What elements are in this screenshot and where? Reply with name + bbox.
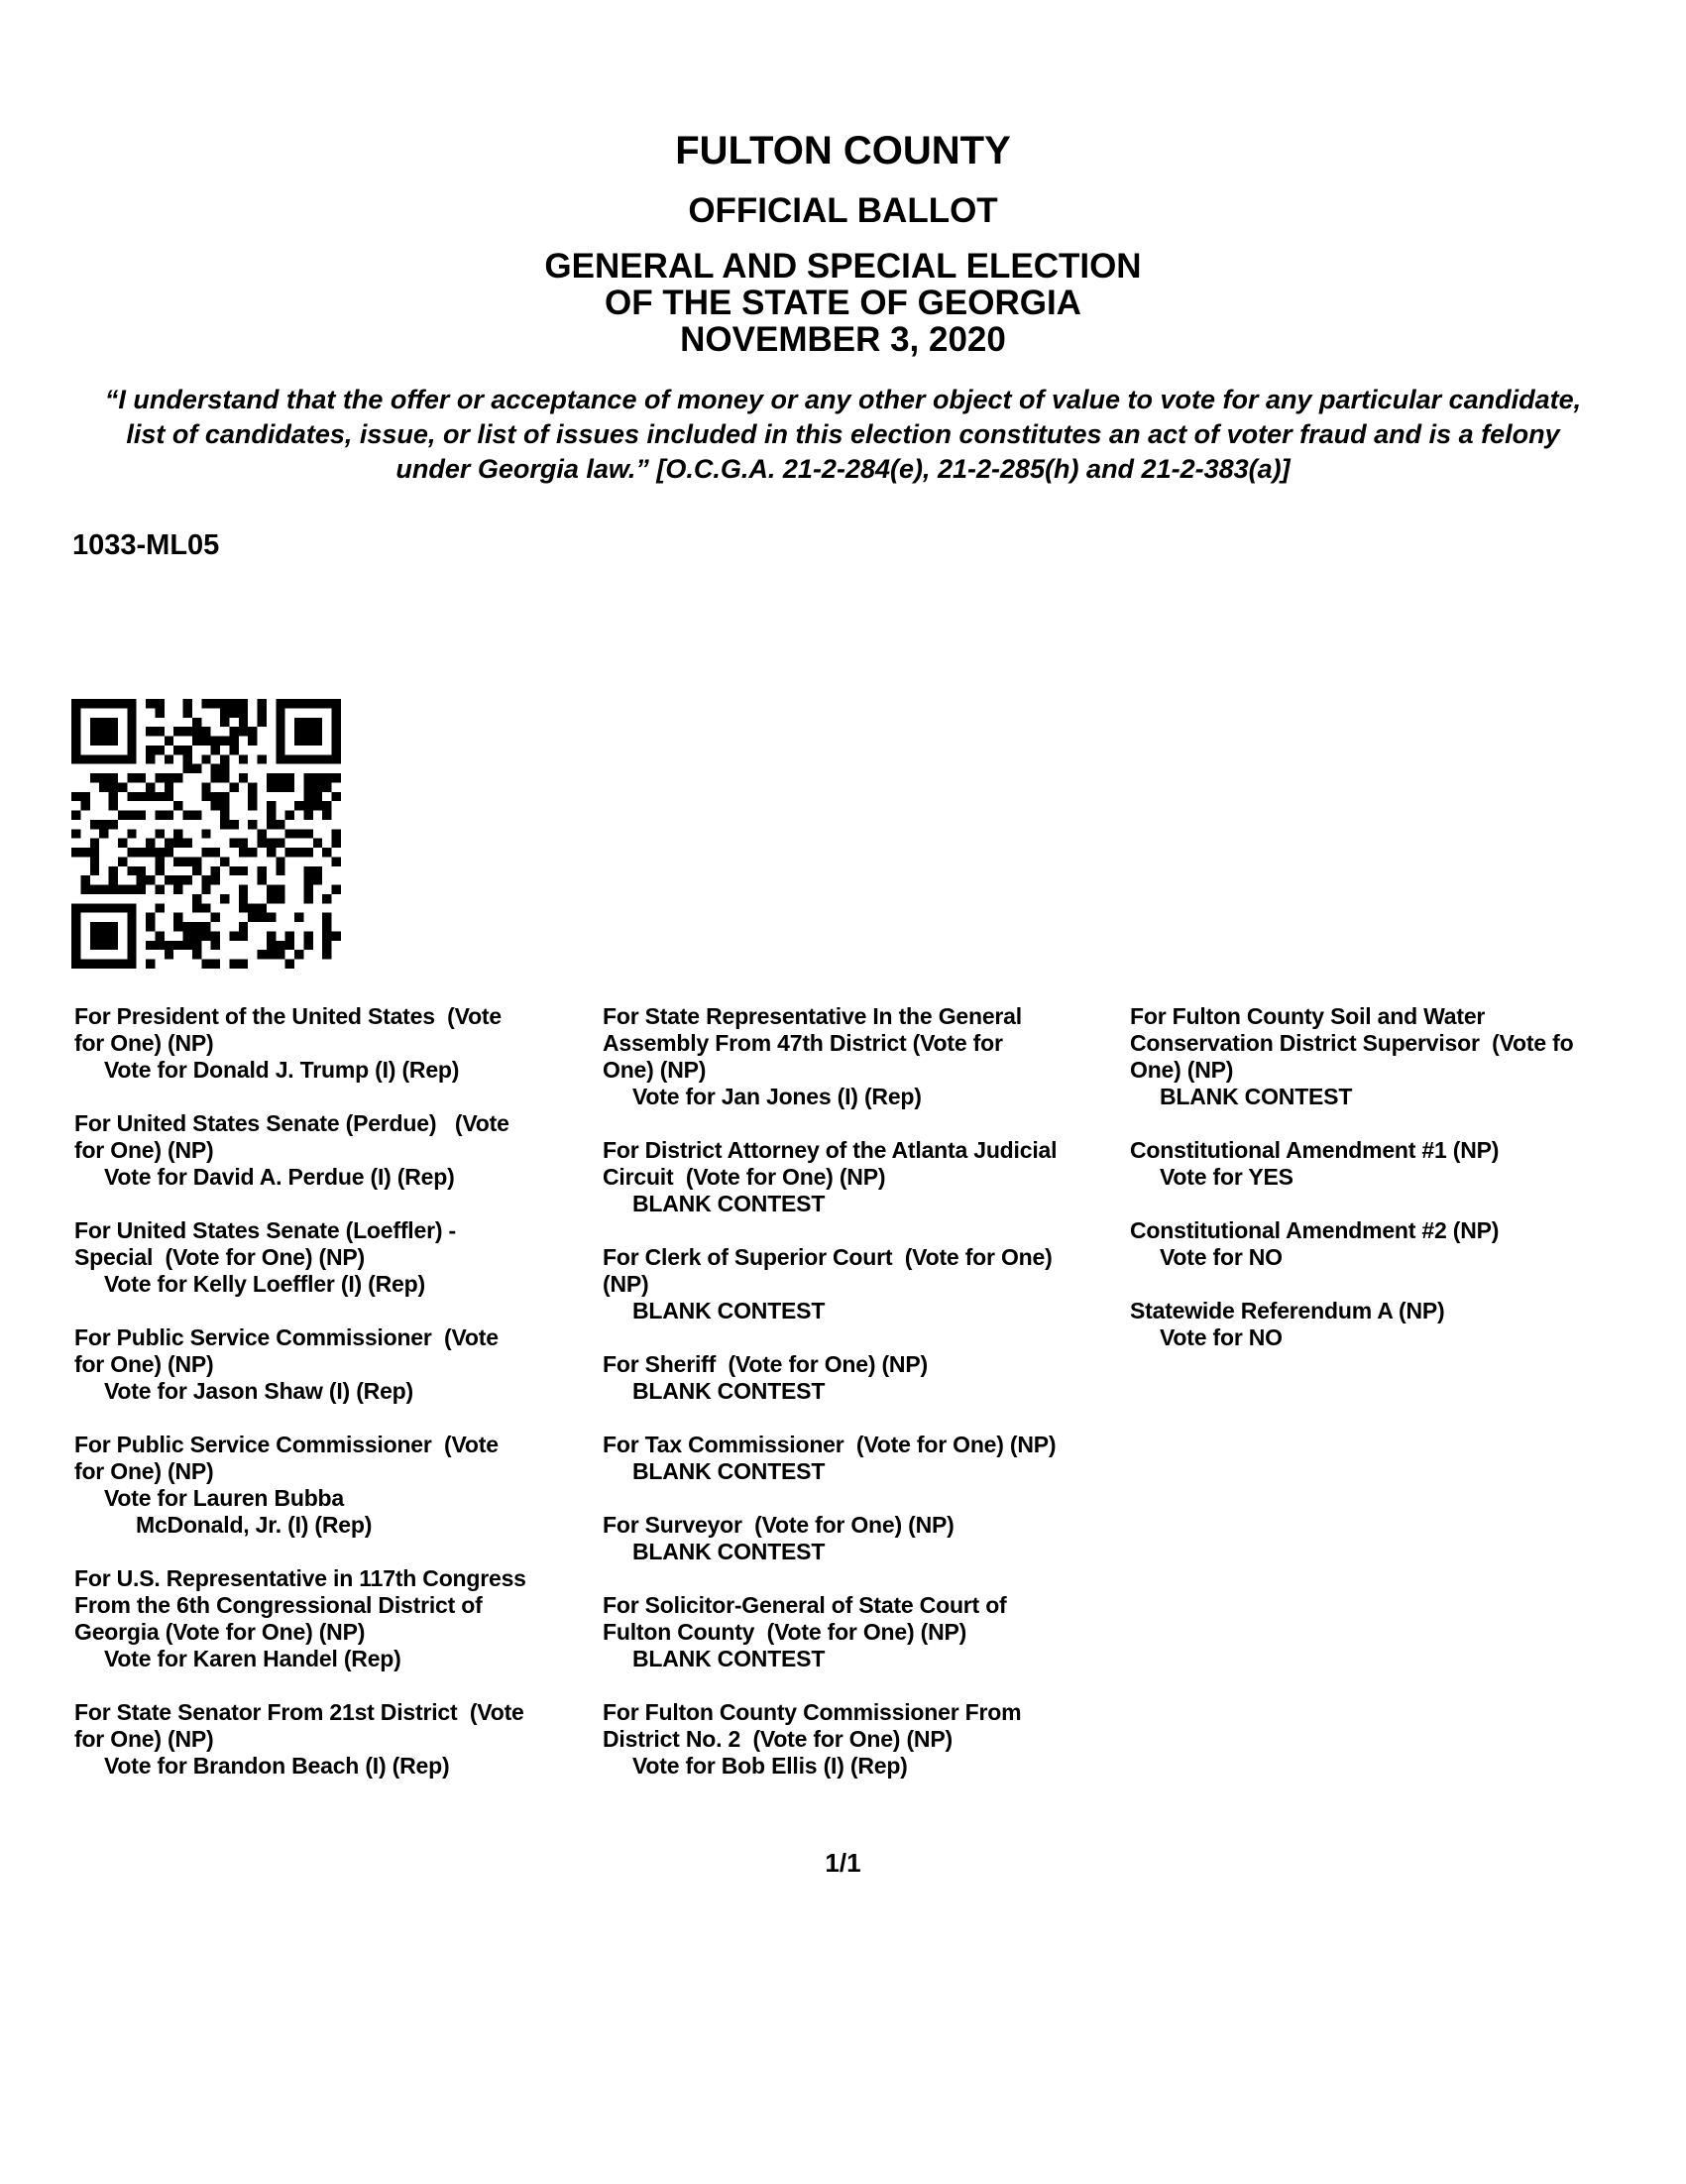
contest-title-line: for One) (NP) — [74, 1351, 214, 1377]
contest-title-line: Statewide Referendum A (NP) — [1130, 1298, 1445, 1323]
contest-selection-line: McDonald, Jr. (I) (Rep) — [136, 1512, 373, 1538]
contest-title-line: for One) (NP) — [74, 1137, 214, 1163]
contest-selection-line: Vote for Brandon Beach (I) (Rep) — [104, 1753, 450, 1779]
contest-title-line: For Fulton County Soil and Water — [1130, 1003, 1486, 1029]
contest — [74, 1110, 610, 1191]
page-indicator: 1/1 — [825, 1848, 861, 1878]
ballot-column — [74, 1003, 610, 1780]
contest-title-line: Constitutional Amendment #1 (NP) — [1130, 1137, 1500, 1163]
contest-selection-line: Vote for NO — [1160, 1244, 1283, 1270]
contest-title-line: For United States Senate (Loeffler) - — [74, 1217, 456, 1243]
contest — [74, 1217, 610, 1298]
contest-selection-line: BLANK CONTEST — [632, 1539, 826, 1564]
contest-title-line: From the 6th Congressional District of — [74, 1592, 483, 1618]
contest-selection-line: Vote for Jan Jones (I) (Rep) — [632, 1084, 922, 1109]
contest-selection-line: BLANK CONTEST — [632, 1191, 826, 1216]
election-title — [0, 248, 1686, 358]
contest-title-line: For Tax Commissioner (Vote for One) (NP) — [603, 1432, 1057, 1457]
election-title-line1: GENERAL AND SPECIAL ELECTION — [544, 247, 1142, 286]
contest — [1130, 1003, 1665, 1110]
contest-title-line: For Public Service Commissioner (Vote — [74, 1324, 499, 1350]
ballot-type-title: OFFICIAL BALLOT — [688, 191, 998, 230]
contest — [603, 1351, 1138, 1405]
contest-title-line: One) (NP) — [1130, 1057, 1234, 1083]
contest-selection-line: Vote for YES — [1160, 1164, 1293, 1190]
contest — [74, 1003, 610, 1084]
contest-selection-line: Vote for Karen Handel (Rep) — [104, 1646, 401, 1671]
contest-selection-line: BLANK CONTEST — [632, 1646, 826, 1671]
contest-title-line: For Fulton County Commissioner From — [603, 1699, 1022, 1725]
contest-selection-line: Vote for Lauren Bubba — [104, 1485, 344, 1511]
contest-title-line: For Public Service Commissioner (Vote — [74, 1432, 499, 1457]
contest — [74, 1324, 610, 1405]
contest-title-line: for One) (NP) — [74, 1030, 214, 1056]
contest — [1130, 1137, 1665, 1191]
voter-fraud-disclaimer — [0, 383, 1686, 487]
contest-title-line: District No. 2 (Vote for One) (NP) — [603, 1726, 953, 1752]
contest — [74, 1699, 610, 1780]
contest-title-line: One) (NP) — [603, 1057, 707, 1083]
contest-title-line: For Sheriff (Vote for One) (NP) — [603, 1351, 928, 1377]
contest-selection-line: BLANK CONTEST — [632, 1298, 826, 1323]
contest — [603, 1512, 1138, 1565]
contest-title-line: For Solicitor-General of State Court of — [603, 1592, 1007, 1618]
contest-title-line: Georgia (Vote for One) (NP) — [74, 1619, 366, 1645]
contest-title-line: Constitutional Amendment #2 (NP) — [1130, 1217, 1500, 1243]
contest-selection-line: BLANK CONTEST — [1160, 1084, 1353, 1109]
contest — [603, 1432, 1138, 1485]
ballot-style-code: 1033-ML05 — [72, 529, 220, 561]
disclaimer-line3: under Georgia law.” [O.C.G.A. 21-2-284(e), 21-2-285(h) and 21-2-383(a)] — [395, 454, 1291, 484]
disclaimer-line2: list of candidates, issue, or list of issues included in this election constitutes an act of voter fraud and is a felony — [126, 419, 1560, 449]
disclaimer-line1: “I understand that the offer or acceptance of money or any other object of value to vote for any particular candidate, — [104, 385, 1582, 414]
county-title: FULTON COUNTY — [675, 129, 1011, 172]
contest-title-line: For State Senator From 21st District (Vote — [74, 1699, 524, 1725]
contest-selection-line: Vote for NO — [1160, 1324, 1283, 1350]
election-date: NOVEMBER 3, 2020 — [680, 320, 1006, 359]
contest — [1130, 1217, 1665, 1271]
contest-title-line: for One) (NP) — [74, 1458, 214, 1484]
contest-selection-line: Vote for David A. Perdue (I) (Rep) — [104, 1164, 455, 1190]
contest-title-line: For Surveyor (Vote for One) (NP) — [603, 1512, 955, 1538]
contest-title-line: For United States Senate (Perdue) (Vote — [74, 1110, 509, 1136]
contest-selection-line: Vote for Jason Shaw (I) (Rep) — [104, 1378, 413, 1404]
contest — [603, 1244, 1138, 1324]
contest — [603, 1699, 1138, 1780]
contest-title-line: Assembly From 47th District (Vote for — [603, 1030, 1003, 1056]
contest-title-line: Fulton County (Vote for One) (NP) — [603, 1619, 967, 1645]
contest-title-line: (NP) — [603, 1271, 649, 1297]
contest-selection-line: Vote for Donald J. Trump (I) (Rep) — [104, 1057, 460, 1083]
contest-title-line: For District Attorney of the Atlanta Judicial — [603, 1137, 1058, 1163]
contest-selection-line: BLANK CONTEST — [632, 1378, 826, 1404]
contest — [603, 1003, 1138, 1110]
contest-selection-line: BLANK CONTEST — [632, 1458, 826, 1484]
contest-selection-line: Vote for Bob Ellis (I) (Rep) — [632, 1753, 908, 1779]
contest-title-line: Conservation District Supervisor (Vote fo — [1130, 1030, 1574, 1056]
contest-title-line: For Clerk of Superior Court (Vote for One) — [603, 1244, 1053, 1270]
election-title-line2: OF THE STATE OF GEORGIA — [605, 284, 1081, 322]
contest — [74, 1432, 610, 1539]
contest-selection-line: Vote for Kelly Loeffler (I) (Rep) — [104, 1271, 425, 1297]
contest-title-line: For President of the United States (Vote — [74, 1003, 502, 1029]
ballot-column — [1130, 1003, 1665, 1351]
contest — [1130, 1298, 1665, 1351]
contest-title-line: For U.S. Representative in 117th Congress — [74, 1565, 526, 1591]
contest-title-line: For State Representative In the General — [603, 1003, 1022, 1029]
contest-title-line: for One) (NP) — [74, 1726, 214, 1752]
qr-code — [71, 699, 341, 969]
ballot-column — [603, 1003, 1138, 1780]
contest — [603, 1592, 1138, 1672]
contest-title-line: Circuit (Vote for One) (NP) — [603, 1164, 886, 1190]
contest — [74, 1565, 610, 1672]
contest — [603, 1137, 1138, 1217]
contest-title-line: Special (Vote for One) (NP) — [74, 1244, 366, 1270]
